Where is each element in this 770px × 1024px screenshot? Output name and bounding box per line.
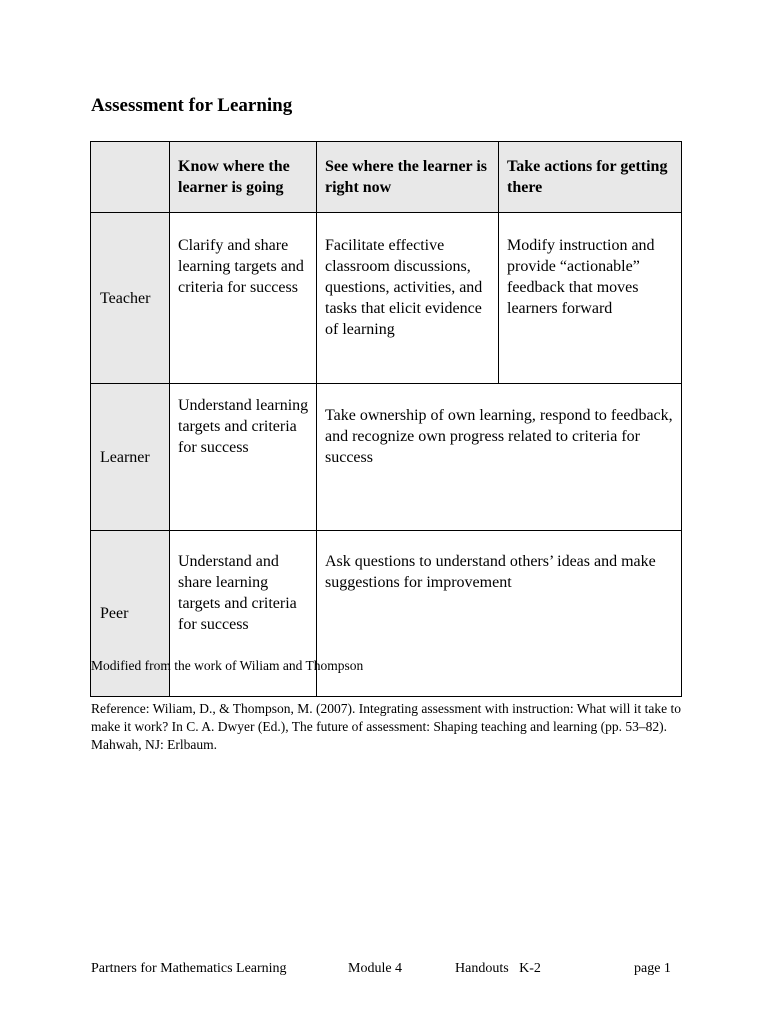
row-label-teacher: Teacher <box>91 213 170 384</box>
header-know-where-going: Know where the learner is going <box>170 142 317 213</box>
teacher-see-cell: Facilitate effective classroom discussions, questions, activities, and tasks that elicit evidence of learning <box>317 213 499 384</box>
learner-know-cell: Understand learning targets and criteria for success <box>170 384 317 531</box>
footer-module: Module 4 <box>348 961 403 976</box>
teacher-actions-cell: Modify instruction and provide “actionable” feedback that moves learners forward <box>499 213 682 384</box>
teacher-know-cell: Clarify and share learning targets and criteria for success <box>170 213 317 384</box>
header-see-where-now: See where the learner is right now <box>317 142 499 213</box>
header-corner-cell <box>91 142 170 213</box>
page-title: Assessment for Learning <box>91 95 293 116</box>
learner-see-actions-cell: Take ownership of own learning, respond to feedback, and recognize own progress related to criteria for success <box>317 384 682 531</box>
attribution-note: Modified from the work of Wiliam and Thompson <box>91 658 364 673</box>
header-take-actions: Take actions for getting there <box>499 142 682 213</box>
table-row-learner <box>91 384 682 531</box>
reference-citation: Reference: Wiliam, D., & Thompson, M. (2007). Integrating assessment with instruction: What will it take to make it work? In C. A. Dwyer (Ed.), The future of assessment: Shaping teaching and learning (pp. 53–82). Mahwah, NJ: Erlbaum. <box>91 701 681 752</box>
peer-see-actions-cell: Ask questions to understand others’ ideas and make suggestions for improvement <box>317 531 682 697</box>
table-row-teacher <box>91 213 682 384</box>
footer-org: Partners for Mathematics Learning <box>91 961 287 976</box>
row-label-learner: Learner <box>91 384 170 531</box>
table-header-row <box>91 142 682 213</box>
footer-handouts: Handouts K-2 <box>455 961 541 976</box>
footer-page-number: page 1 <box>634 961 671 976</box>
assessment-table <box>90 141 682 697</box>
peer-know-cell: Understand and share learning targets and criteria for success <box>170 531 317 697</box>
row-label-peer: Peer <box>91 531 170 697</box>
